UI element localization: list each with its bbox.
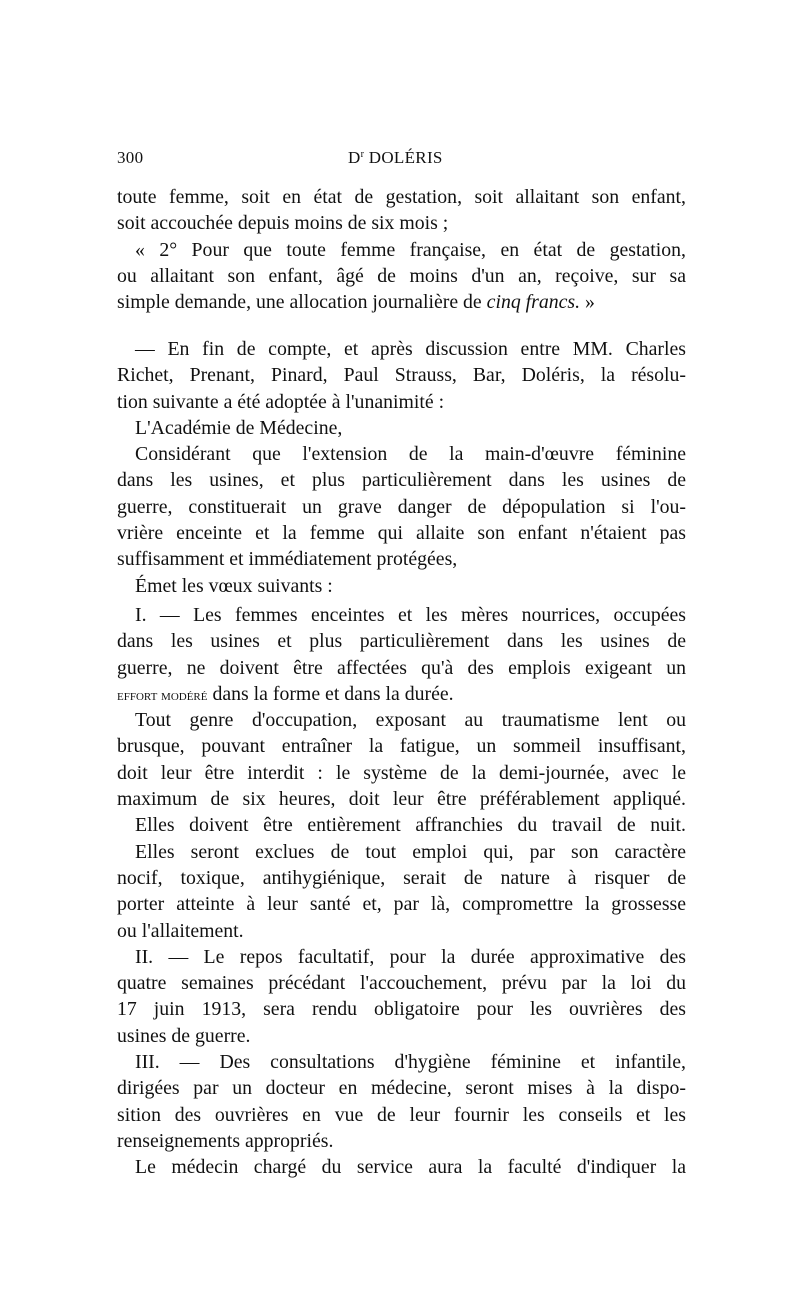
page-number: 300 xyxy=(117,148,144,167)
text-line: I. — Les femmes enceintes et les mères nourrices, occupées xyxy=(135,604,686,626)
running-head xyxy=(117,148,686,172)
text-line: guerre, ne doivent être affectées qu'à des emplois exigeant un xyxy=(117,656,686,679)
text-line: brusque, pouvant entraîner la fatigue, un sommeil insuffisant, xyxy=(117,735,686,758)
text-line: Considérant que l'extension de la main-d'œuvre féminine xyxy=(135,443,686,466)
text-line: sition des ouvrières en vue de leur fournir les conseils et les xyxy=(117,1103,686,1126)
text-line: dirigées par un docteur en médecine, seront mises à la dispo- xyxy=(117,1077,686,1100)
voeux-block xyxy=(117,602,686,1181)
text-line: Tout genre d'occupation, exposant au traumatisme lent ou xyxy=(135,709,686,732)
text-line: III. — Des consultations d'hygiène féminine et infantile, xyxy=(135,1051,686,1074)
text-line: toute femme, soit en état de gestation, soit allaitant son enfant, xyxy=(117,186,686,208)
text-line: Elles seront exclues de tout emploi qui, par son caractère xyxy=(135,840,686,863)
quote-block xyxy=(117,184,686,315)
text-line: ou l'allaitement. xyxy=(117,919,244,942)
text-line: quatre semaines précédant l'accouchement, prévu par la loi du xyxy=(117,972,686,995)
text-line: effort modéré dans la forme et dans la durée. xyxy=(117,682,454,705)
text-line: vrière enceinte et la femme qui allaite son enfant n'étaient pas xyxy=(117,522,686,545)
text-line: dans les usines, et plus particulièrement dans les usines de xyxy=(117,469,686,492)
text-line: Richet, Prenant, Pinard, Paul Strauss, Bar, Doléris, la résolu- xyxy=(117,364,686,387)
text-line: 17 juin 1913, sera rendu obligatoire pour les ouvrières des xyxy=(117,998,686,1021)
text-line: porter atteinte à leur santé et, par là, compromettre la grossesse xyxy=(117,893,686,916)
text-line: Elles doivent être entièrement affranchies du travail de nuit. xyxy=(135,814,686,837)
resolution-block xyxy=(117,336,686,599)
text-line: L'Académie de Médecine, xyxy=(135,416,343,439)
text-line: II. — Le repos facultatif, pour la durée approximative des xyxy=(135,945,686,968)
text-line: « 2° Pour que toute femme française, en état de gestation, xyxy=(135,238,686,261)
text-line: simple demande, une allocation journalière de cinq francs. » xyxy=(117,291,595,314)
running-head-author: $D^r$ DOLÉRIS xyxy=(348,148,443,167)
text-line: doit leur être interdit : le système de la demi-journée, avec le xyxy=(117,761,686,784)
text-line: Le médecin chargé du service aura la faculté d'indiquer la xyxy=(135,1156,686,1179)
text-line: nocif, toxique, antihygiénique, serait de nature à risquer de xyxy=(117,866,686,889)
text-line: Émet les vœux suivants : xyxy=(135,574,333,597)
text-line: — En fin de compte, et après discussion entre MM. Charles xyxy=(135,338,686,360)
text-line: tion suivante a été adoptée à l'unanimité : xyxy=(117,390,445,413)
text-line: renseignements appropriés. xyxy=(117,1129,334,1152)
text-line: suffisamment et immédiatement protégées, xyxy=(117,548,458,571)
text-line: guerre, constituerait un grave danger de dépopulation si l'ou- xyxy=(117,495,686,518)
text-line: maximum de six heures, doit leur être préférablement appliqué. xyxy=(117,788,686,811)
text-line: dans les usines et plus particulièrement dans les usines de xyxy=(117,630,686,653)
text-line: soit accouchée depuis moins de six mois ; xyxy=(117,212,449,235)
text-line: usines de guerre. xyxy=(117,1024,251,1047)
text-line: ou allaitant son enfant, âgé de moins d'un an, reçoive, sur sa xyxy=(117,264,686,287)
